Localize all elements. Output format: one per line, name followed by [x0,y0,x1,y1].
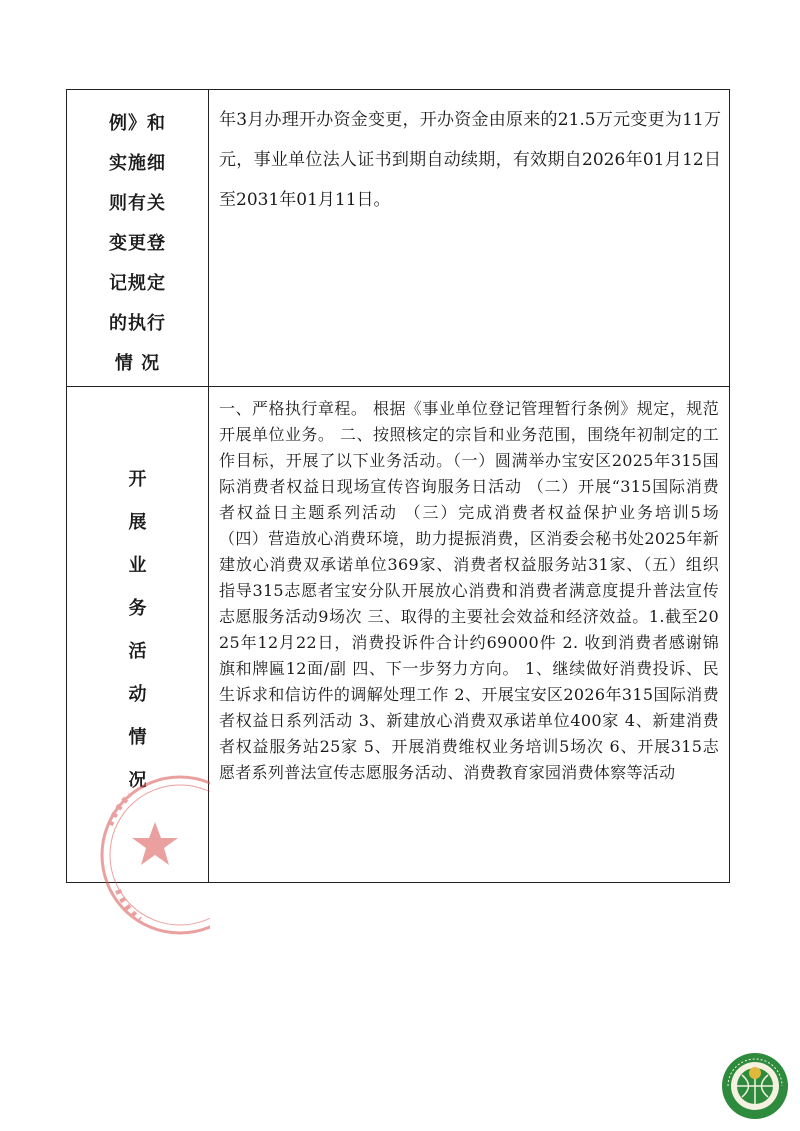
label-line: 情 [128,726,147,748]
row-label-cell [67,387,209,883]
info-table [66,89,730,883]
row-content-cell [209,90,730,387]
label-line: 实施细 [109,153,166,174]
table-row [67,387,730,883]
consumer-council-logo-icon [720,1051,790,1121]
label-line: 活 [128,640,147,662]
table-row [67,90,730,387]
label-line: 务 [128,597,147,619]
label-line: 展 [128,511,147,533]
row-content-cell [209,387,730,883]
label-line: 则有关 [109,193,166,214]
row-label [67,458,208,812]
change-registration-text: 年3月办理开办资金变更，开办资金由原来的21.5万元变更为11万元，事业单位法人证书到期自动续期，有效期自2026年01月12日至2031年01月11日。 [219,110,721,210]
label-line: 开 [128,468,147,490]
label-line: 的执行 [109,313,166,334]
label-line: 变更登 [109,233,166,254]
label-line: 业 [128,554,147,576]
business-activity-text: 一、严格执行章程。 根据《事业单位登记管理暂行条例》规定，规范开展单位业务。 二、按照核定的宗旨和业务范围，围绕年初制定的工作目标，开展了以下业务活动。（一）圆满举办宝安区2025年315国际消费者权益日现场宣传咨询服务日活动 （二）开展“315国际消费者权益日主题系列活动 （三）完成消费者权益保护业务培训5场 （四）营造放心消费环境，助力提振消费，区消委会秘书处2025年新建放心消费双承诺单位369家、消费者权益服务站31家、（五）组织指导315志愿者宝安分队开展放心消费和消费者满意度提升普法宣传志愿服务活动9场次 三、取得的主要社会效益和经济效益。1.截至2025年12月22日，消费投诉件合计约69000件 2. 收到消费者感谢锦旗和牌匾12面/副 四、下一步努力方向。 1、继续做好消费投诉、民生诉求和信访件的调解处理工作 2、开展宝安区2026年315国际消费者权益日系列活动 3、新建放心消费双承诺单位400家 4、新建消费者权益服务站25家 5、开展消费维权业务培训5场次 6、开展315志愿者系列普法宣传志愿服务活动、消费教育家园消费体察等活动 [219,399,719,782]
label-line: 情 况 [114,353,161,374]
label-line: 动 [128,683,147,705]
label-line: 例》和 [109,113,166,134]
label-line: 记规定 [109,273,166,294]
row-label [67,90,208,384]
row-label-cell [67,90,209,387]
label-line: 况 [128,769,147,791]
